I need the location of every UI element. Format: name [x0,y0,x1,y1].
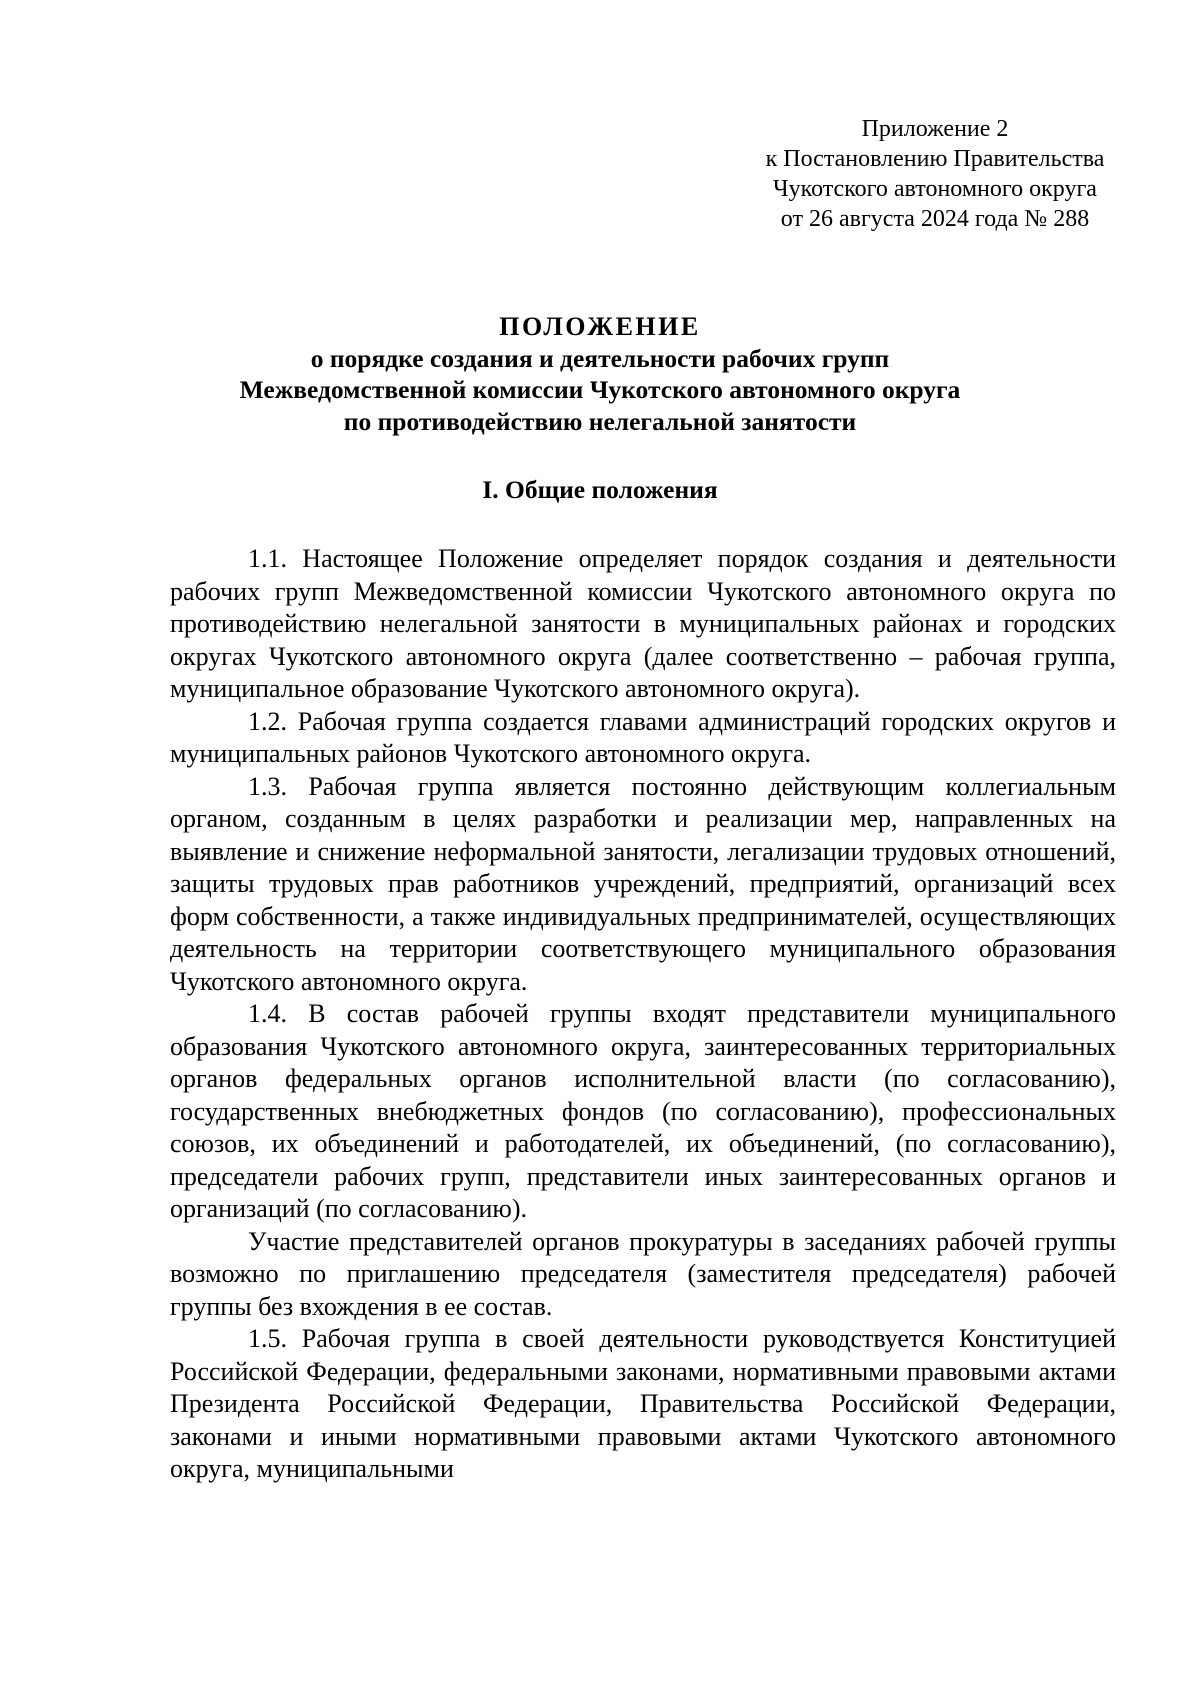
document-title [150,311,1050,437]
appendix-header [740,114,1130,234]
appendix-line-1: Приложение 2 [861,116,1009,142]
title-main: ПОЛОЖЕНИЕ [499,312,701,341]
paragraph-1-5: 1.5. Рабочая группа в своей деятельности руководствуется Конституцией Российской Федерации, федеральными законами, нормативными правовыми актами Президента Российской Федерации, Правительства Российской Федерации, законами и иными нормативными правовыми актами Чукотского автономного округа, муниципальными [170,1324,1116,1483]
body-text [170,543,1116,1486]
appendix-line-3: Чукотского автономного округа [773,176,1097,202]
appendix-line-2: к Постановлению Правительства [765,146,1105,172]
paragraph-1-1: 1.1. Настоящее Положение определяет порядок создания и деятельности рабочих групп Межведомственной комиссии Чукотского автономного округа по противодействию нелегальной занятости в муниципальных районах и городских округах Чукотского автономного округа (далее соответственно – рабочая группа, муниципальное образование Чукотского автономного округа). [170,544,1116,703]
section-heading: I. Общие положения [482,475,718,504]
appendix-line-4: от 26 августа 2024 года № 288 [780,206,1090,232]
paragraph-1-4: 1.4. В состав рабочей группы входят представители муниципального образования Чукотского автономного округа, заинтересованных территориальных органов федеральных органов исполнительной власти (по согласованию), государственных внебюджетных фондов (по согласованию), профессиональных союзов, их объединений и работодателей, их объединений, (по согласованию), председатели рабочих групп, представители иных заинтересованных органов и организаций (по согласованию). [170,999,1116,1223]
title-line-3: Межведомственной комиссии Чукотского автономного округа [239,375,961,404]
paragraph-1-2: 1.2. Рабочая группа создается главами администраций городских округов и муниципальных районов Чукотского автономного округа. [170,706,1116,768]
paragraph-prosecution: Участие представителей органов прокуратуры в заседаниях рабочей группы возможно по приглашению председателя (заместителя председателя) рабочей группы без вхождения в ее состав. [170,1226,1116,1321]
paragraph-1-3: 1.3. Рабочая группа является постоянно действующим коллегиальным органом, созданным в целях разработки и реализации мер, направленных на выявление и снижение неформальной занятости, легализации трудовых отношений, защиты трудовых прав работников учреждений, предприятий, организаций всех форм собственности, а также индивидуальных предпринимателей, осуществляющих деятельность на территории соответствующего муниципального образования Чукотского автономного округа. [170,771,1116,996]
title-line-2: о порядке создания и деятельности рабочих групп [310,343,890,373]
title-line-4: по противодействию нелегальной занятости [343,406,857,436]
